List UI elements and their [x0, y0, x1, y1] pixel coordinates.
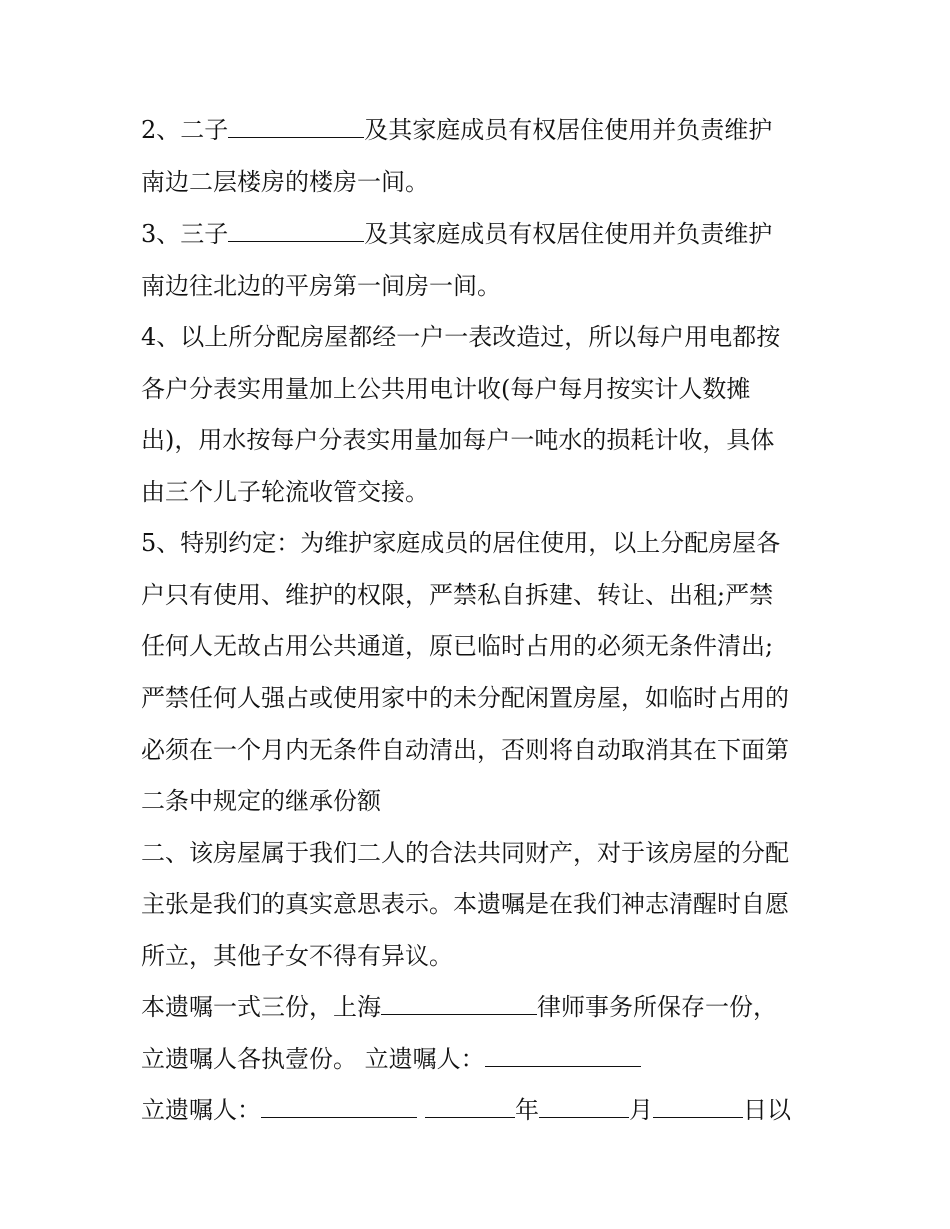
line-text: 本遗嘱一式三份，上海 [141, 993, 381, 1021]
paragraph-line: 南边二层楼房的楼房一间。 [141, 168, 429, 196]
paragraph-line [141, 115, 772, 145]
paragraph-line: 所立，其他子女不得有异议。 [141, 942, 453, 970]
testator-signature-blank[interactable] [261, 1095, 417, 1118]
line-text: 立遗嘱人： [141, 1096, 261, 1124]
paragraph-line [141, 1044, 641, 1074]
line-text: 及其家庭成员有权居住使用并负责维护 [364, 116, 773, 144]
paragraph-line [141, 219, 772, 249]
day-label: 日以 [743, 1096, 791, 1124]
year-blank[interactable] [425, 1095, 515, 1118]
signature-date-line [141, 1095, 791, 1125]
paragraph-line: 户只有使用、维护的权限，严禁私自拆建、转让、出租;严禁 [141, 581, 774, 609]
paragraph-line: 南边往北边的平房第一间房一间。 [141, 272, 501, 300]
fill-in-blank[interactable] [228, 115, 364, 138]
day-blank[interactable] [653, 1095, 743, 1118]
line-text: 立遗嘱人各执壹份。 立遗嘱人： [141, 1045, 485, 1073]
testator-signature-blank[interactable] [485, 1044, 641, 1067]
paragraph-line: 必须在一个月内无条件自动清出，否则将自动取消其在下面第 [141, 736, 789, 764]
line-text: 律师事务所保存一份， [537, 993, 777, 1021]
line-text: 2、二子 [141, 116, 229, 144]
paragraph-line: 主张是我们的真实意思表示。本遗嘱是在我们神志清醒时自愿 [141, 890, 789, 918]
law-firm-blank[interactable] [381, 992, 537, 1015]
line-text: 及其家庭成员有权居住使用并负责维护 [364, 220, 773, 248]
year-label: 年 [515, 1096, 539, 1124]
paragraph-line: 由三个儿子轮流收管交接。 [141, 478, 429, 506]
paragraph-line: 各户分表实用量加上公共用电计收(每户每月按实计人数摊 [141, 375, 751, 403]
fill-in-blank[interactable] [228, 219, 364, 242]
paragraph-line: 二条中规定的继承份额 [141, 787, 381, 815]
paragraph-line: 任何人无故占用公共通道，原已临时占用的必须无条件清出; [141, 632, 774, 660]
month-blank[interactable] [539, 1095, 629, 1118]
line-text: 3、三子 [141, 220, 229, 248]
paragraph-line: 4、以上所分配房屋都经一户一表改造过，所以每户用电都按 [141, 323, 781, 351]
paragraph-line: 二、该房屋属于我们二人的合法共同财产，对于该房屋的分配 [141, 839, 789, 867]
paragraph-line: 出)，用水按每户分表实用量加每户一吨水的损耗计收，具体 [141, 426, 775, 454]
month-label: 月 [629, 1096, 653, 1124]
paragraph-line: 严禁任何人强占或使用家中的未分配闲置房屋，如临时占用的 [141, 684, 789, 712]
paragraph-line: 5、特别约定：为维护家庭成员的居住使用，以上分配房屋各 [141, 529, 781, 557]
paragraph-line [141, 992, 777, 1022]
